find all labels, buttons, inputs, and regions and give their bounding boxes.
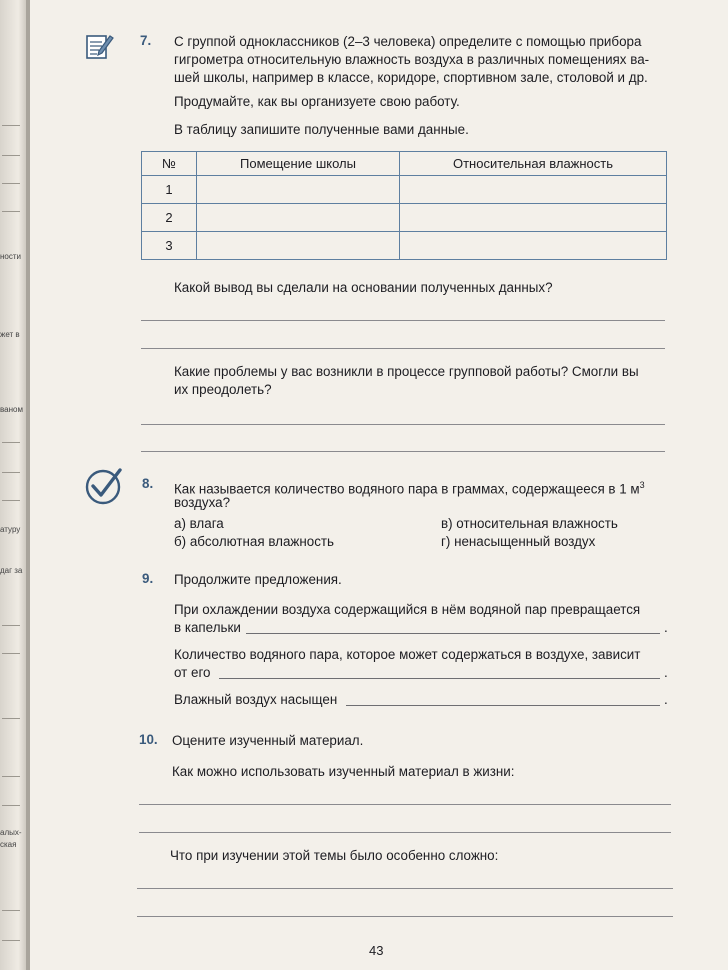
task-8-option-b[interactable]: б) абсолютная влажность bbox=[174, 534, 334, 549]
table-row bbox=[142, 176, 667, 204]
task-9-sentence-1-line: в капельки bbox=[174, 620, 241, 635]
answer-line[interactable] bbox=[137, 916, 673, 917]
table-row bbox=[142, 232, 667, 260]
table-header-humidity: Относительная влажность bbox=[400, 152, 667, 176]
prev-page-fragment: ская bbox=[0, 840, 17, 849]
sentence-end-dot: . bbox=[664, 620, 668, 635]
prev-page-line bbox=[2, 183, 20, 184]
fill-in-blank[interactable] bbox=[346, 705, 660, 706]
prev-page-fragment: ности bbox=[0, 252, 21, 261]
sentence-end-dot: . bbox=[664, 665, 668, 680]
task-8-option-c[interactable]: в) относительная влажность bbox=[441, 516, 618, 531]
task-9-title: Продолжите предложения. bbox=[174, 572, 342, 587]
task-8-option-a[interactable]: а) влага bbox=[174, 516, 224, 531]
task-9-sentence-3: Влажный воздух насыщен bbox=[174, 692, 338, 707]
fill-in-blank[interactable] bbox=[246, 633, 660, 634]
prev-page-line bbox=[2, 155, 20, 156]
humidity-table bbox=[141, 151, 667, 260]
table-row bbox=[142, 204, 667, 232]
prev-page-line bbox=[2, 805, 20, 806]
answer-line[interactable] bbox=[141, 320, 665, 321]
task-9-sentence-1-line: При охлаждении воздуха содержащийся в нём водяной пар превращается bbox=[174, 602, 641, 617]
prev-page-line bbox=[2, 653, 20, 654]
table-cell-number: 1 bbox=[142, 176, 197, 204]
task-7-question-conclusion: Какой вывод вы сделали на основании полученных данных? bbox=[174, 280, 553, 295]
task-10-question-use: Как можно использовать изученный материал в жизни: bbox=[172, 764, 515, 779]
checkmark-circle-icon bbox=[84, 466, 124, 506]
prev-page-line bbox=[2, 211, 20, 212]
prev-page-fragment: жет в bbox=[0, 330, 20, 339]
task-8-question-line bbox=[174, 476, 645, 498]
task-7-plan-text: Продумайте, как вы организуете свою работу. bbox=[174, 94, 460, 109]
prev-page-line bbox=[2, 940, 20, 941]
table-cell-room[interactable] bbox=[197, 176, 400, 204]
task-8-number: 8. bbox=[142, 476, 154, 491]
prev-page-line bbox=[2, 718, 20, 719]
prev-page-line bbox=[2, 910, 20, 911]
answer-line[interactable] bbox=[141, 348, 665, 349]
task-8-superscript: 3 bbox=[639, 480, 645, 490]
task-10-title: Оцените изученный материал. bbox=[172, 733, 364, 748]
table-header-number: № bbox=[142, 152, 197, 176]
sentence-end-dot: . bbox=[664, 692, 668, 707]
prev-page-fragment: атуру bbox=[0, 525, 21, 534]
prev-page-fragment: алых- bbox=[0, 828, 22, 837]
prev-page-line bbox=[2, 472, 20, 473]
answer-line[interactable] bbox=[139, 832, 671, 833]
task-7-text-line: гигрометра относительную влажность воздуха в различных помещениях ва- bbox=[174, 52, 650, 67]
table-cell-humidity[interactable] bbox=[400, 204, 667, 232]
answer-line[interactable] bbox=[141, 451, 665, 452]
prev-page-line bbox=[2, 125, 20, 126]
table-cell-humidity[interactable] bbox=[400, 176, 667, 204]
prev-page-line bbox=[2, 625, 20, 626]
fill-in-blank[interactable] bbox=[219, 678, 660, 679]
table-header-room: Помещение школы bbox=[197, 152, 400, 176]
prev-page-line bbox=[2, 442, 20, 443]
task-9-sentence-2-line: от его bbox=[174, 665, 211, 680]
task-7-number: 7. bbox=[140, 33, 152, 48]
answer-line[interactable] bbox=[139, 804, 671, 805]
task-10-question-difficult: Что при изучении этой темы было особенно сложно: bbox=[170, 848, 499, 863]
task-7-table-instruction: В таблицу запишите полученные вами данные. bbox=[174, 122, 469, 137]
task-7-text-line: С группой одноклассников (2–3 человека) определите с помощью прибора bbox=[174, 34, 642, 49]
table-cell-number: 2 bbox=[142, 204, 197, 232]
task-7-question-problems-line: их преодолеть? bbox=[174, 382, 272, 397]
table-cell-room[interactable] bbox=[197, 232, 400, 260]
task-7-text-line: шей школы, например в классе, коридоре, спортивном зале, столовой и др. bbox=[174, 70, 648, 85]
answer-line[interactable] bbox=[137, 888, 673, 889]
notepad-pencil-icon bbox=[84, 30, 114, 60]
prev-page-fragment: ваном bbox=[0, 405, 23, 414]
task-8-question-line: воздуха? bbox=[174, 495, 231, 510]
task-7-question-problems-line: Какие проблемы у вас возникли в процессе групповой работы? Смогли вы bbox=[174, 364, 639, 379]
task-8-question-text: Как называется количество водяного пара в граммах, содержащееся в 1 м bbox=[174, 481, 640, 497]
task-8-option-d[interactable]: г) ненасыщенный воздух bbox=[441, 534, 596, 549]
page-spine bbox=[0, 0, 26, 970]
task-10-number: 10. bbox=[139, 732, 158, 747]
task-9-number: 9. bbox=[142, 571, 154, 586]
prev-page-line bbox=[2, 500, 20, 501]
page-number: 43 bbox=[369, 943, 384, 958]
table-cell-humidity[interactable] bbox=[400, 232, 667, 260]
answer-line[interactable] bbox=[141, 424, 665, 425]
task-9-sentence-2-line: Количество водяного пара, которое может содержаться в воздухе, зависит bbox=[174, 647, 641, 662]
prev-page-fragment: даг за bbox=[0, 566, 23, 575]
prev-page-line bbox=[2, 776, 20, 777]
table-cell-room[interactable] bbox=[197, 204, 400, 232]
table-cell-number: 3 bbox=[142, 232, 197, 260]
